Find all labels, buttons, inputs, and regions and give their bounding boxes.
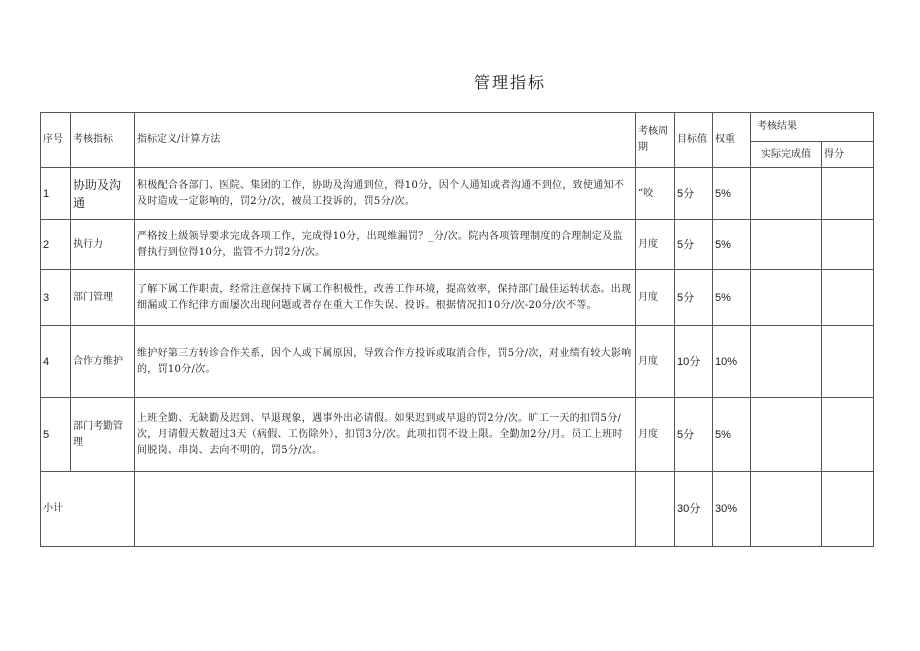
row-target: 5分 [675,168,713,220]
management-indicator-table [40,112,874,547]
header-seq: 序号 [41,113,71,168]
row-target: 10分 [675,326,713,398]
row-indicator: 合作方维护 [71,326,135,398]
subtotal-actual [751,472,822,547]
row-indicator: 部门管理 [71,270,135,326]
table-row [41,398,874,472]
header-score: 得分 [822,142,874,168]
header-target: 目标值 [675,113,713,168]
subtotal-cycle [636,472,675,547]
row-cycle: “咬 [636,168,675,220]
header-definition: 指标定义/计算方法 [135,113,636,168]
row-definition: 上班全勤、无缺勤及迟到、早退现象，遇事外出必请假。如果迟到或早退的罚2分/次。旷工一天的扣罚5分/次，月请假天数超过3天（病假、工伤除外），扣罚3分/次。此项扣罚不设上限。全勤加2分/月。员工上班时间脱岗、串岗、去向不明的，罚5分/次。 [135,398,636,472]
row-score [822,398,874,472]
subtotal-score [822,472,874,547]
header-weight: 权重 [713,113,751,168]
row-weight: 5% [713,270,751,326]
subtotal-target: 30分 [675,472,713,547]
row-indicator: 协助及沟通 [71,168,135,220]
row-score [822,220,874,270]
row-score [822,168,874,220]
header-row [41,113,874,142]
row-definition: 了解下属工作职责，经常注意保持下属工作积极性，改善工作环境，提高效率，保持部门最佳运转状态。出现细漏或工作纪律方面屡次出现问题或者存在重大工作失误、投诉。根据情况扣10分/次-20分/次不等。 [135,270,636,326]
row-seq: 2 [41,220,71,270]
table-row [41,326,874,398]
subtotal-weight: 30% [713,472,751,547]
row-target: 5分 [675,270,713,326]
table-row [41,220,874,270]
row-weight: 10% [713,326,751,398]
subtotal-definition [135,472,636,547]
table-row [41,270,874,326]
subtotal-row [41,472,874,547]
subtotal-label: 小计 [41,472,135,547]
header-actual: 实际完成值 [751,142,822,168]
header-cycle: 考核周期 [636,113,675,168]
row-definition: 严格按上级领导要求完成各项工作，完成得10分，出现维漏罚？_分/次。院内各项管理制度的合理制定及监督执行到位得10分，监管不力罚2分/次。 [135,220,636,270]
row-weight: 5% [713,398,751,472]
row-seq: 3 [41,270,71,326]
row-cycle: 月度 [636,326,675,398]
header-result: 考核结果 [751,113,874,142]
row-cycle: 月度 [636,270,675,326]
table-row [41,168,874,220]
row-cycle: 月度 [636,220,675,270]
row-indicator: 部门考勤管理 [71,398,135,472]
row-weight: 5% [713,220,751,270]
row-actual [751,270,822,326]
row-actual [751,220,822,270]
row-target: 5分 [675,398,713,472]
row-actual [751,168,822,220]
row-actual [751,326,822,398]
row-score [822,270,874,326]
row-indicator: 执行力 [71,220,135,270]
page-title: 管理指标 [473,73,546,92]
row-seq: 4 [41,326,71,398]
row-weight: 5% [713,168,751,220]
row-seq: 1 [41,168,71,220]
row-actual [751,398,822,472]
header-indicator: 考核指标 [71,113,135,168]
row-score [822,326,874,398]
row-cycle: 月度 [636,398,675,472]
row-definition: 积极配合各部门、医院、集团的工作，协助及沟通到位，得10分，因个人通知或者沟通不到位，致使通知不及时造成一定影响的，罚2分/次，被员工投诉的，罚5分/次。 [135,168,636,220]
row-seq: 5 [41,398,71,472]
row-target: 5分 [675,220,713,270]
row-definition: 维护好第三方转诊合作关系，因个人或下属原因，导致合作方投诉或取消合作，罚5分/次，对业绩有较大影响的，罚10分/次。 [135,326,636,398]
